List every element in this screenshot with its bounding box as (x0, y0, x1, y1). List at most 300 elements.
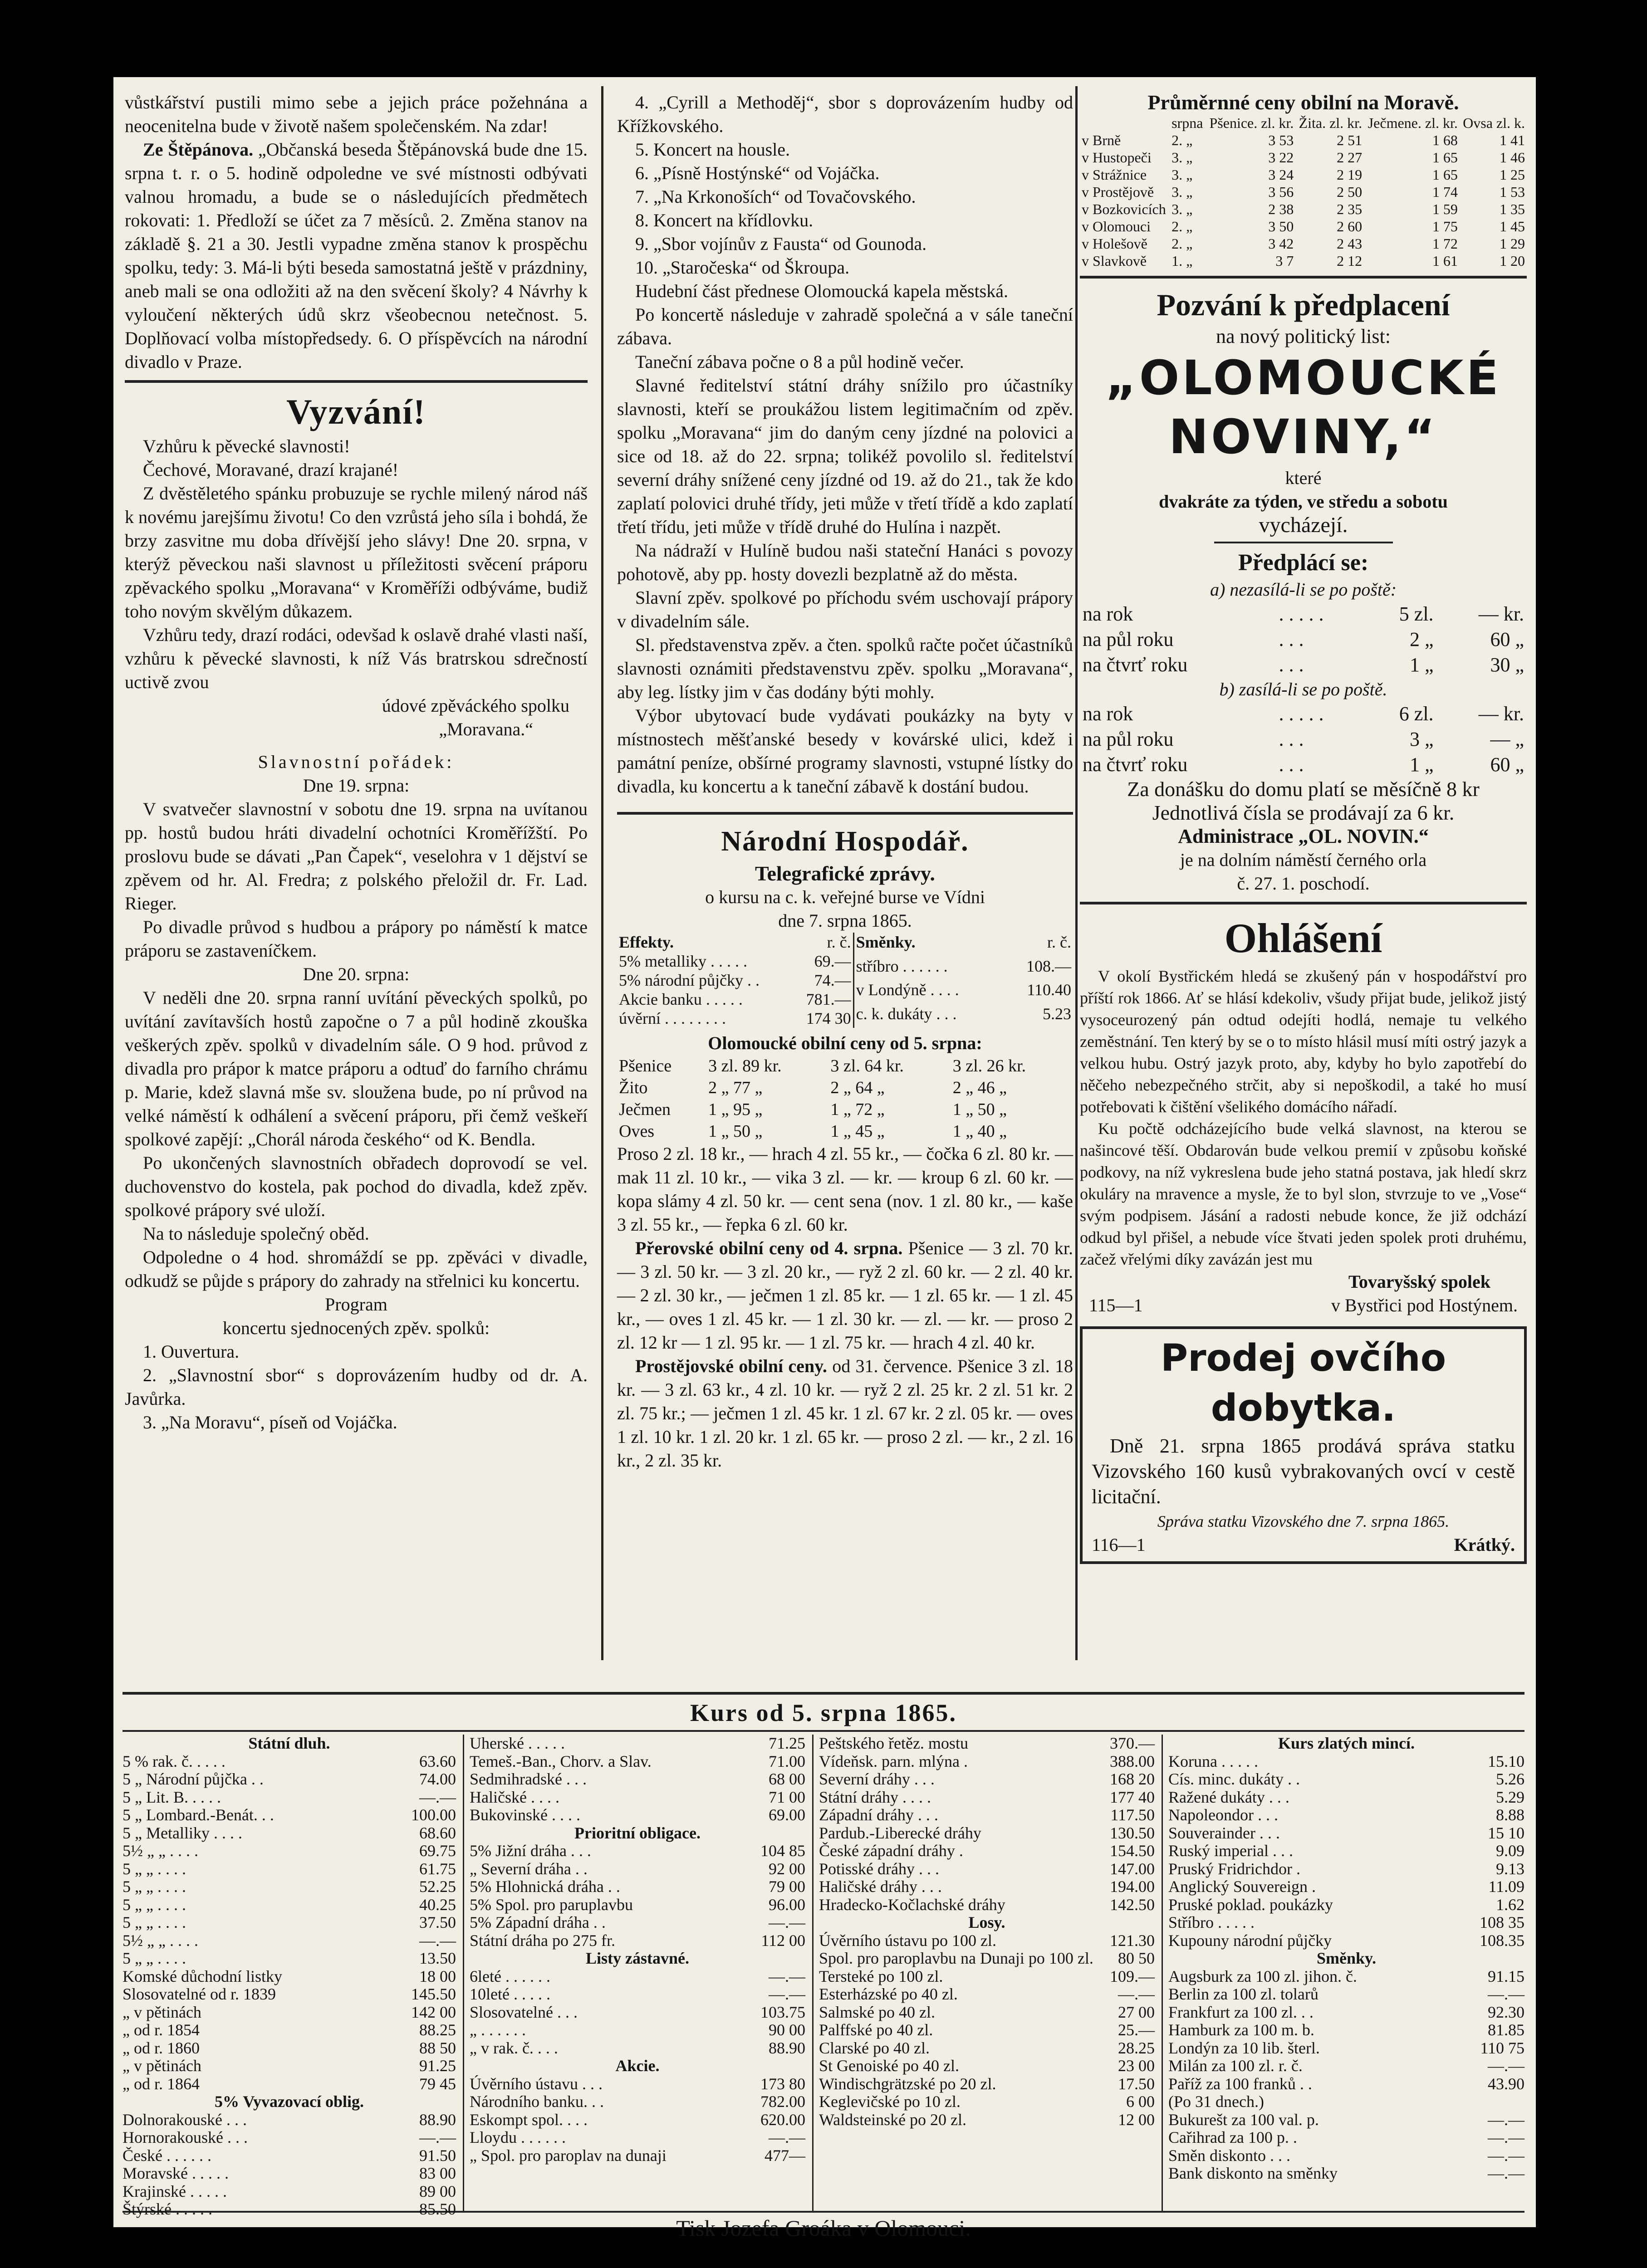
column-rule (601, 86, 603, 1660)
item-label: Ruský imperial . . . (1168, 1842, 1293, 1860)
list-item (470, 1806, 805, 1824)
cell: 1 „ 50 „ (952, 1100, 1007, 1119)
item-value: 194.00 (1110, 1877, 1155, 1896)
item-value: 40.25 (419, 1895, 456, 1914)
dvakrat-text: dvakráte za týden, ve středu a sobotu (1159, 491, 1448, 512)
item-label: České . . . . . . (123, 2146, 211, 2165)
item-label: Slosovatelné od r. 1839 (123, 1985, 276, 2003)
cell: . . . (1279, 728, 1304, 750)
item-value: —.— (1488, 2164, 1524, 2182)
cell: v Holešově (1082, 235, 1147, 252)
list-item (470, 1914, 805, 1932)
item-value: 130.50 (1110, 1823, 1155, 1842)
list-item (1168, 1789, 1524, 1807)
prodej-name: Krátký. (1454, 1535, 1515, 1555)
list-item (123, 2039, 456, 2058)
efekty-table (617, 933, 854, 1028)
list-item (470, 2147, 805, 2165)
list-item (1168, 1842, 1524, 1860)
item-label: 5% Západní dráha . . (470, 1913, 606, 1931)
item-label: Koruna . . . . . (1168, 1752, 1258, 1770)
list-item (123, 1878, 456, 1896)
list-item (123, 2021, 456, 2039)
table-row (617, 971, 853, 990)
item-label: 5 „ „ . . . . (123, 1949, 186, 1967)
efekty-header: Effekty. (619, 933, 674, 951)
table-row (617, 1055, 1073, 1077)
item-value: 110 75 (1480, 2038, 1524, 2057)
smenky-table (854, 933, 1073, 1028)
item-label: Štýrské . . . . . (123, 2200, 212, 2218)
item-label: 5% Jižní dráha . . . (470, 1842, 591, 1860)
list-item (123, 1914, 456, 1932)
list-item (123, 2165, 456, 2183)
item-label: Ražené dukáty . . . (1168, 1788, 1289, 1806)
column-header (1080, 114, 1170, 132)
column-header: Žita. zl. kr. (1299, 115, 1363, 131)
olom-heading: Olomoucké obilní ceny od 5. srpna: (708, 1033, 982, 1053)
cell: v Brně (1082, 132, 1121, 148)
cell: stříbro . . . . . . (856, 957, 948, 975)
item-label: Cařihrad za 100 p. . (1168, 2128, 1297, 2146)
list-item (819, 1896, 1155, 1914)
item-label: Haličské dráhy . . . (819, 1877, 942, 1896)
item-value: 15.10 (1488, 1752, 1524, 1770)
list-item (123, 2111, 456, 2129)
list-item (123, 1985, 456, 2004)
item-label: Haličské . . . . (470, 1788, 559, 1806)
prost-heading: Prostějovské obilní ceny. (635, 1356, 827, 1376)
program-item: 4. „Cyrill a Methoděj“, sbor s doprovázením hudby od Křížkovského. (617, 92, 1073, 136)
donasku-text: Za donášku do domu platí se měsíčně 8 kr (1127, 777, 1480, 801)
cell: 2 12 (1337, 253, 1363, 269)
rc-header: r. č. (1047, 933, 1071, 951)
table-row (1080, 627, 1527, 652)
prer-text: Pšenice — 3 zl. 70 kr. — 3 zl. 50 kr. — 3 zl. 20 kr., — ryž 2 zl. 60 kr. — 2 zl. 40 kr. — 2 zl. 30 kr., — ječmen 1 zl. 85 kr. — 1 zl. 65 kr. — 1 zl. 45 kr., — oves 1 zl. 45 kr. — 1 zl. 30 kr. — zl. — kr. — proso 2 zl. 12 kr — 1 zl. 95 kr. — 1 zl. 75 kr. — hrach 4 zl. 40 kr. (617, 1238, 1073, 1353)
section-heading: Směnky. (1316, 1949, 1377, 1967)
item-label: Lloydu . . . . . . (470, 2128, 566, 2146)
cell: 1 65 (1432, 149, 1458, 166)
cell: 3. „ (1172, 166, 1193, 183)
table-row (1080, 727, 1527, 752)
program-item: 1. Ouvertura. (143, 1341, 240, 1362)
list-item (819, 1842, 1155, 1860)
paragraph: Sl. představenstva zpěv. a čten. spolků račte počet účastníků slavnosti oznámiti představenstvu zpěv. spolku „Moravana“, aby leg. lístky jim v čas dodány býti mohly. (617, 635, 1073, 702)
table-header-row (1080, 114, 1527, 132)
item-value: 68.60 (419, 1823, 456, 1842)
column-header: Ovsa zl. k. (1463, 115, 1525, 131)
list-item (123, 2075, 456, 2093)
item-value: 71.25 (769, 1734, 805, 1752)
cell: 2 50 (1337, 184, 1363, 200)
table-row (617, 952, 853, 971)
item-value: —.— (769, 1985, 805, 2003)
list-item (470, 1753, 805, 1771)
cell: 1 „ 40 „ (952, 1122, 1007, 1141)
item-label: 5 % rak. č. . . . . (123, 1752, 225, 1770)
item-label: Komské důchodní listky (123, 1967, 282, 1985)
item-value: 388.00 (1110, 1752, 1155, 1770)
cell: 2. „ (1172, 218, 1193, 235)
table-row (617, 1120, 1073, 1142)
item-value: 25.— (1118, 2021, 1155, 2039)
cell: 74.— (814, 971, 851, 989)
cell: 1 „ (1410, 753, 1434, 776)
list-item (470, 2093, 805, 2111)
cell: 1 „ (1410, 654, 1434, 676)
item-value: 27 00 (1118, 2003, 1155, 2021)
section-heading: Losy. (968, 1913, 1005, 1931)
list-item (470, 1968, 805, 1986)
cell: 2 43 (1337, 235, 1363, 252)
item-label: Esterházské po 40 zl. (819, 1985, 958, 2003)
list-item (470, 1789, 805, 1807)
vyzvani-heading: Vyzvání! (286, 392, 426, 431)
item-label: 5 „ „ . . . . (123, 1859, 186, 1878)
den19-text-2: Po divadle průvod s hudbou a prápory po náměstí k matce práporu se zastaveníčkem. (125, 917, 588, 961)
cell: 3 zl. 26 kr. (952, 1056, 1026, 1075)
prodej-heading: Prodej ovčího dobytka. (1160, 1337, 1446, 1430)
cell: 3. „ (1172, 184, 1193, 200)
item-label: 5 „ „ . . . . (123, 1877, 186, 1896)
table-row (1080, 218, 1527, 235)
cell: 3. „ (1172, 149, 1193, 166)
item-value: 79 45 (419, 2074, 456, 2093)
item-value: 71.00 (769, 1752, 805, 1770)
list-item (819, 1860, 1155, 1878)
kurs-section (123, 1692, 1524, 2242)
cell: 1 „ 45 „ (830, 1122, 885, 1141)
item-label: Směn diskonto . . . (1168, 2146, 1291, 2165)
list-item (1168, 1878, 1524, 1896)
printer-footer: Tisk Jozefa Groáka v Olomouci. (676, 2215, 971, 2241)
cell: 1 41 (1500, 132, 1525, 148)
cell: na půl roku (1083, 728, 1174, 750)
item-label: Windischgrätzské po 20 zl. (819, 2074, 996, 2093)
item-value: —.— (419, 2128, 456, 2146)
item-value: 88 50 (419, 2038, 456, 2057)
item-value: —.— (769, 2128, 805, 2146)
list-item (819, 1950, 1155, 1968)
olom-text: Proso 2 zl. 18 kr., — hrach 4 zl. 55 kr., — čočka 6 zl. 80 kr. —mak 11 zl. 10 kr., — vika 3 zl. — kr. — kroup 6 zl. 60 kr. — kopa slámy 4 zl. 50 kr. — cent sena (nov. 1 zl. 80 kr., — kaše 3 zl. 55 kr., — řepka 6 zl. 60 kr. (617, 1144, 1073, 1235)
item-label: 5% Spol. pro paruplavbu (470, 1895, 633, 1914)
column-header: Pšenice. zl. kr. (1209, 115, 1294, 131)
cell: 1 „ 72 „ (830, 1100, 885, 1119)
item-value: 80 50 (1118, 1949, 1155, 1967)
item-label: Státní dráha po 275 fr. (470, 1931, 615, 1950)
list-item (1168, 1914, 1524, 1932)
cell: 2 27 (1337, 149, 1363, 166)
cell: 3 50 (1268, 218, 1294, 235)
list-item (1168, 2093, 1524, 2111)
item-label: Uherské . . . . . (470, 1734, 565, 1752)
table-row (854, 957, 1073, 981)
item-value: 61.75 (419, 1859, 456, 1878)
cell: v Olomouci (1082, 218, 1151, 235)
item-label: „ Severní dráha . . (470, 1859, 588, 1878)
item-value: 91.15 (1488, 1967, 1524, 1985)
den20-text: V neděli dne 20. srpna ranní uvítání pěveckých spolků, po uvítání zavítavších hostů započne o 7 a půl hodině zkouška veškerých zpěv. spolků v divadelním sále. O 9 hod. průvod z divadla pro prápor k matce práporu a odtuď do farního chrámu p. Marie, kdež slavná mše sv. sloužena bude, po ní průvod na velké náměstí k odhálení a svěcení práporu, při čemž veškeří spolkové zapějí: „Chorál národa českého“ od K. Bendla. (125, 987, 588, 1149)
den20-text-2: Po ukončených slavnostních obřadech doprovodí se vel. duchovenstvo do kostela, pak pochod do divadla, kdež zpěv. spolkové prápory své uloží. (125, 1153, 588, 1220)
item-value: 43.90 (1488, 2074, 1524, 2093)
vyzvani-signature-2: „Moravana.“ (439, 719, 533, 739)
ohlaseni-number: 115—1 (1089, 1295, 1143, 1315)
item-label: Milán za 100 zl. r. č. (1168, 2057, 1303, 2075)
item-label: Hornorakouské . . . (123, 2128, 248, 2146)
ohlaseni-text: V okolí Bystřickém hledá se zkušený pán v hospodářství pro příští rok 1866. Ať se hlásí kdekoliv, všudy přijat bude, jelikož jistý vysoceurozený pán odtud odejíti hodlá, nemaje tu velkého zeměstnání. Ten který by se o to místo hlásil musí míti ostrý jazyk a velkou hubu. Ostrý jazyk proto, aby, kdyby ho bylo zapotřebí do něčeho nebezpečného strčit, aby si nepoškodil, a také ho musí potřebovati k čištění všelikého domácího nářadí. (1080, 967, 1527, 1116)
paragraph: Po koncertě následuje v zahradě společná a v sále taneční zábava. (617, 304, 1073, 348)
vyzvani-signature-1: údové zpěváckého spolku (382, 695, 569, 716)
item-label: Salmské po 40 zl. (819, 2003, 935, 2021)
item-label: Moravské . . . . . (123, 2164, 229, 2182)
section-heading: Prioritní obligace. (574, 1823, 701, 1842)
item-value: 145.50 (411, 1985, 456, 2003)
item-label: „ Spol. pro paroplav na dunaji (470, 2146, 667, 2165)
list-item (819, 1878, 1155, 1896)
cell: . . . . . (1279, 603, 1324, 625)
vychazeji-text: vycházejí. (1259, 513, 1348, 537)
cell: 1 „ 50 „ (708, 1122, 763, 1141)
cell: 2 „ 46 „ (952, 1078, 1007, 1097)
item-value: —.— (1488, 2110, 1524, 2129)
cell: 3 42 (1268, 235, 1294, 252)
list-item (123, 2183, 456, 2201)
list-item (470, 1842, 805, 1860)
b-label: b) zasílá-li se po poště. (1219, 679, 1387, 699)
list-item (1168, 2075, 1524, 2093)
table-row (1080, 252, 1527, 269)
table-row (854, 980, 1073, 1004)
list-item (123, 2147, 456, 2165)
list-item (470, 1932, 805, 1950)
paragraph: Slavní zpěv. spolkové po příchodu svém uschovají prápory v divadelním sále. (617, 587, 1073, 631)
telegraf-date: dne 7. srpna 1865. (778, 910, 912, 931)
cell: 1 25 (1500, 166, 1525, 183)
item-label: Úvěrního ústavu . . . (470, 2074, 603, 2093)
paragraph: Výbor ubytovací bude vydávati poukázky na byty v místnostech měšťanské besedy v kovárské ulici, kdež i památní peníze, obšírné programy slavnosti, vstupné lístky do divadla, ku koncertu a k taneční zábavě k dostání budou. (617, 705, 1073, 797)
item-value: 12 00 (1118, 2110, 1155, 2129)
cell: 3 zl. 64 kr. (830, 1056, 904, 1075)
table-row (617, 1077, 1073, 1099)
cell: Pšenice (619, 1056, 672, 1075)
cell: Žito (619, 1078, 648, 1097)
item-label: Bukovinské . . . . (470, 1806, 581, 1824)
cell: v Prostějově (1082, 184, 1154, 200)
cell: — „ (1490, 728, 1524, 750)
list-item (819, 2111, 1155, 2129)
list-item (1168, 2129, 1524, 2147)
list-item (819, 2075, 1155, 2093)
item-value: —.— (1488, 1985, 1524, 2003)
item-value: 782.00 (760, 2092, 805, 2111)
item-value: —.— (419, 1788, 456, 1806)
cell: 69.— (814, 952, 851, 970)
item-value: 74.00 (419, 1770, 456, 1788)
table-row (1080, 752, 1527, 777)
list-item (819, 2057, 1155, 2075)
cell: 1 35 (1500, 201, 1525, 217)
cell: 3 24 (1268, 166, 1294, 183)
list-item (470, 1985, 805, 2004)
cell: 1 „ 95 „ (708, 1100, 763, 1119)
cell: na čtvrť roku (1083, 753, 1188, 776)
cell: 1 45 (1500, 218, 1525, 235)
item-value: —.— (1488, 2128, 1524, 2146)
cell: 60 „ (1490, 628, 1524, 650)
table-row (1080, 701, 1527, 727)
price-table-b (1080, 701, 1527, 777)
item-value: 9.09 (1496, 1842, 1524, 1860)
item-value: 9.13 (1496, 1859, 1524, 1878)
program-subheading: koncertu sjednocených zpěv. spolků: (222, 1318, 490, 1338)
list-item (1168, 2004, 1524, 2022)
item-value: 370.— (1110, 1734, 1155, 1752)
list-item (819, 2039, 1155, 2058)
section-heading: Státní dluh. (248, 1734, 330, 1752)
ohlaseni-footer (1080, 1294, 1527, 1317)
column-rule (1075, 86, 1078, 1660)
item-value: 71 00 (769, 1788, 805, 1806)
list-item (819, 1806, 1155, 1824)
den19-text: V svatvečer slavnostní v sobotu dne 19. srpna na uvítanou pp. hostů budou hráti divadelní ochotníci Kroměřížští. Po proslovu bude se dávati „Pan Čapek“, veselohra v 1 dějství se zpěvem od hr. Al. Fredra; z polského přeložil dr. Fr. Lad. Rieger. (125, 799, 588, 914)
item-label: „ od r. 1854 (123, 2021, 200, 2039)
item-value: 5.29 (1496, 1788, 1524, 1806)
item-value: 142.50 (1110, 1895, 1155, 1914)
cell: 1 20 (1500, 253, 1525, 269)
item-label: Státní dráhy . . . . (819, 1788, 931, 1806)
item-label: Londýn za 10 lib. šterl. (1168, 2038, 1320, 2057)
olom-table (617, 1055, 1073, 1142)
cell: 1 61 (1432, 253, 1458, 269)
divider (123, 1730, 1524, 1732)
item-value: 100.00 (411, 1806, 456, 1824)
item-value: 1.62 (1496, 1895, 1524, 1914)
cell: 1 59 (1432, 201, 1458, 217)
item-value: —.— (769, 1967, 805, 1985)
item-label: Berlin za 100 zl. tolarů (1168, 1985, 1319, 2003)
paragraph: Taneční zábava počne o 8 a půl hodině večer. (635, 352, 964, 372)
item-value: 5.26 (1496, 1770, 1524, 1788)
list-item (819, 1824, 1155, 1843)
item-value: 81.85 (1488, 2021, 1524, 2039)
cell: 2 „ 77 „ (708, 1078, 763, 1097)
predplaci-heading: Předplácí se: (1238, 550, 1369, 576)
list-item (470, 2021, 805, 2039)
den20-heading: Dne 20. srpna: (303, 964, 410, 984)
table-row (1080, 652, 1527, 678)
item-label: Potisské dráhy . . . (819, 1859, 939, 1878)
cell: 2 „ 64 „ (830, 1078, 885, 1097)
program-item: 7. „Na Krkonoších“ od Tovačovského. (635, 186, 916, 207)
list-item (1168, 1806, 1524, 1824)
cell: 1. „ (1172, 253, 1193, 269)
intro-text: vůstkářství pustili mimo sebe a jejich práce požehnána a neocenitelna bude v životě našem společenském. Na zdar! (125, 92, 588, 136)
cell: v Hustopeči (1082, 149, 1152, 166)
cell: c. k. dukáty . . . (856, 1004, 957, 1023)
program-item: 9. „Sbor vojínův z Fausta“ od Gounoda. (635, 234, 927, 254)
den20-text-4: Odpoledne o 4 hod. shromáždí se pp. zpěváci v divadle, odkudž se půjde s prápory do zahrady na střelnici ku koncertu. (125, 1247, 588, 1291)
program-item: 2. „Slavnostní sbor“ s doprovázením hudby od dr. A. Javůrka. (125, 1365, 588, 1409)
list-item (470, 1860, 805, 1878)
item-label: Severní dráhy . . . (819, 1770, 935, 1788)
item-label: Hradecko-Kočlachské dráhy (819, 1895, 1005, 1914)
cell: 1 53 (1500, 184, 1525, 200)
table-row (617, 1009, 853, 1028)
item-label: Vídeňsk. parn. mlýna . (819, 1752, 968, 1770)
list-item (123, 2057, 456, 2075)
admin-heading: Administrace „OL. NOVIN.“ (1178, 825, 1429, 847)
item-label: Augsburk za 100 zl. jihon. č. (1168, 1967, 1357, 1985)
item-value: 177 40 (1110, 1788, 1155, 1806)
program-item: 3. „Na Moravu“, píseň od Vojáčka. (143, 1412, 397, 1432)
item-label: Eskompt spol. . . . (470, 2110, 588, 2129)
item-label: Souverainder . . . (1168, 1823, 1280, 1842)
telegraf-heading: Telegrafické zprávy. (755, 862, 935, 885)
item-label: Bank diskonto na směnky (1168, 2164, 1338, 2182)
list-item (123, 2129, 456, 2147)
column-2 (617, 91, 1073, 1472)
cell: 2. „ (1172, 132, 1193, 148)
column-rule (1162, 1735, 1163, 2211)
item-label: Pardub.-Liberecké dráhy (819, 1823, 981, 1842)
item-value: 88.90 (419, 2110, 456, 2129)
item-label: Waldsteinské po 20 zl. (819, 2110, 967, 2129)
cell: úvěrní . . . . . . . . (619, 1009, 726, 1027)
program-item: 10. „Staročeska“ od Škroupa. (635, 257, 850, 278)
cell: 3 7 (1275, 253, 1294, 269)
item-label: „ . . . . . . (470, 2021, 526, 2039)
cell: . . . (1279, 654, 1304, 676)
cell: 5% metalliky . . . . . (619, 952, 747, 970)
item-label: 5 „ „ . . . . (123, 1913, 186, 1931)
vyzvani-text: Z dvěstěletého spánku probuzuje se rychle milený národ náš k novému jarejšímu životu! Co den vzrůstá jeho síla i bohdá, že brzy zasvitne mu doba dřívější jeho slávy! Dne 20. srpna, v kterýž pěveckou naši slavnost u příležitosti svěcení práporu zpěvackého spolku „Moravana“ v Kroměříži odbýváme, budiž toho novým skvělým důkazem. (125, 483, 588, 621)
list-item (470, 1735, 805, 1753)
list-item (123, 1806, 456, 1824)
a-label: a) nezasílá-li se po poště: (1210, 579, 1397, 600)
cell: 3 22 (1268, 149, 1294, 166)
cell: — kr. (1478, 703, 1524, 725)
item-value: 52.25 (419, 1877, 456, 1896)
list-item (1168, 1985, 1524, 2004)
column-header: Ječmene. zl. kr. (1368, 115, 1458, 131)
item-value: 103.75 (760, 2003, 805, 2021)
poradek-heading: Slavnostní pořádek: (258, 752, 455, 772)
telegraf-subheading: o kursu na c. k. veřejné burse ve Vídni (705, 887, 985, 907)
vyzvani-line-1: Vzhůru k pěvecké slavnosti! (143, 436, 350, 456)
cell: 110.40 (1027, 981, 1071, 999)
cell: Akcie banku . . . . . (619, 990, 743, 1008)
item-value: 8.88 (1496, 1806, 1524, 1824)
hospodar-heading: Národní Hospodář. (721, 826, 969, 857)
item-value: 91.25 (419, 2057, 456, 2075)
list-item (1168, 1753, 1524, 1771)
item-value: 63.60 (419, 1752, 456, 1770)
item-value: 104 85 (760, 1842, 805, 1860)
prodej-number: 116—1 (1092, 1535, 1146, 1555)
item-value: 88.25 (419, 2021, 456, 2039)
admin-address: je na dolním náměstí černého orla (1180, 850, 1427, 870)
item-value: 13.50 (419, 1949, 456, 1967)
list-item (819, 1932, 1155, 1950)
item-label: 5 „ Lombard.-Benát. . . (123, 1806, 274, 1824)
cell: 2 38 (1268, 201, 1294, 217)
list-item (819, 1770, 1155, 1789)
list-item (123, 1932, 456, 1950)
list-item (123, 1950, 456, 1968)
paragraph: Na nádraží v Hulíně budou naši stateční Hanáci s povozy pohotově, aby pp. hosty dovezli bezplatně až do města. (617, 540, 1073, 584)
column-rule (463, 1735, 464, 2211)
prodej-footer (1092, 1533, 1515, 1557)
